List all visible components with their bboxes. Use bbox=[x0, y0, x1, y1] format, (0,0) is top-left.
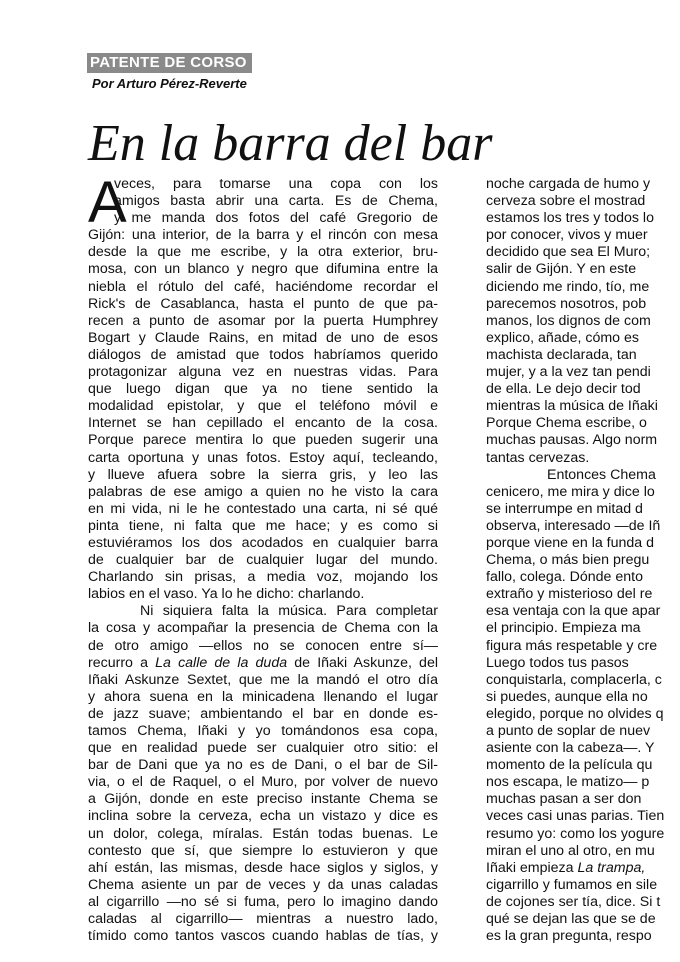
right-column-line: miran el uno al otro, en mu bbox=[486, 842, 655, 859]
left-column bbox=[88, 170, 438, 945]
right-column-line: se interrumpe en mitad d bbox=[486, 500, 643, 517]
right-column-line: qué se dejan las que se de bbox=[486, 911, 656, 928]
right-column-line: estamos los tres y todos lo bbox=[486, 210, 654, 227]
left-column-line: pinta tiene, ni falta que me hace; y es como si bbox=[88, 517, 438, 534]
left-column-line: Rick's de Casablanca, hasta el punto de que pa- bbox=[88, 295, 438, 312]
left-column-line: Chema asiente un par de veces y da unas caladas bbox=[88, 876, 438, 893]
right-column-line: explico, añade, cómo es bbox=[486, 329, 640, 346]
left-column-line: Internet se han cepillado el encanto de la cosa. bbox=[88, 415, 438, 432]
right-column-line: porque viene en la funda d bbox=[486, 534, 655, 551]
left-column-line: un dolor, colega, míralas. Están todas buenas. Le bbox=[88, 825, 438, 842]
right-column bbox=[486, 176, 680, 962]
right-column-line: Chema, o más bien pregu bbox=[486, 552, 650, 569]
left-column-line: protagonizar alguna vez en nuestras vidas. Para bbox=[88, 364, 438, 381]
right-column-line: noche cargada de humo y bbox=[486, 176, 651, 192]
left-column-line: recen a punto de asomar por la puerta Humphrey bbox=[88, 312, 438, 329]
left-column-line: al cigarrillo —no sé si fuma, pero lo imagino dando bbox=[88, 893, 438, 910]
right-column-line: muchas pasan a ser don bbox=[486, 791, 642, 808]
article-title: En la barra del bar bbox=[88, 115, 493, 172]
left-column-line: tamos Chema, Iñaki y yo tomándonos esa copa, bbox=[88, 723, 438, 739]
right-column-line: de ella. Le dejo decir tod bbox=[486, 381, 641, 398]
left-column-line: de cualquier bar de cualquier lugar del mundo. bbox=[88, 552, 438, 569]
right-column-line: por conocer, vivos y muer bbox=[486, 227, 648, 244]
right-column-line: cerveza sobre el mostrad bbox=[486, 193, 646, 210]
right-column-line: elegido, porque no olvides q bbox=[486, 705, 664, 722]
right-column-line: momento de la película qu bbox=[486, 757, 653, 774]
right-column-line: esa ventaja con la que apar bbox=[486, 603, 661, 620]
right-column-line: el principio. Empieza ma bbox=[486, 620, 641, 637]
right-column-line: de cojones ser tía, dice. Si t bbox=[486, 893, 661, 910]
left-column-line: que en realidad puede ser cualquier otro sitio: el bbox=[88, 740, 438, 757]
left-column-line: Iñaki Askunze Sextet, que me la mandó el otro día bbox=[88, 671, 438, 688]
left-column-line: en mi vida, ni le he contestado una carta, ni sé qué bbox=[88, 500, 438, 517]
left-column-line: y ahora suena en la minicadena llenando el lugar bbox=[88, 688, 438, 705]
left-column-line: la cosa y acompañar la presencia de Chema con la bbox=[88, 620, 438, 637]
right-column-line: figura más respetable y cre bbox=[486, 637, 658, 654]
right-column-line: cigarrillo y fumamos en sile bbox=[486, 876, 658, 893]
right-column-line: resumo yo: como los yogure bbox=[486, 825, 665, 842]
left-column-line: a Gijón, donde en este preciso instante Chema se bbox=[88, 791, 438, 808]
left-column-line: Gijón: una interior, de la barra y el rincón con mesa bbox=[88, 227, 438, 244]
left-column-line: via, o el de Raquel, o el Muro, por volver de nuevo bbox=[88, 774, 438, 791]
left-column-line: labios en el vaso. Ya lo he dicho: charlando. bbox=[88, 586, 365, 603]
right-column-line: machista declarada, tan bbox=[486, 346, 637, 363]
left-column-line: caladas al cigarrillo— mientras a nuestro lado, bbox=[88, 911, 438, 928]
left-column-line: Charlando sin prisas, a media voz, mojando los bbox=[88, 569, 438, 586]
right-column-line: diciendo me rindo, tío, me bbox=[486, 278, 650, 295]
left-column-line: tímido como tantos vascos cuando hablas de tías, y bbox=[88, 928, 438, 945]
right-column-line: parecemos nosotros, pob bbox=[486, 295, 647, 312]
left-column-line: carta oportuna y unas fotos. Estoy aquí, tecleando, bbox=[88, 449, 438, 466]
left-column-line: y llueve afuera sobre la sierra gris, y leo las bbox=[88, 466, 438, 483]
left-column-line: contesto que sí, que siempre lo estuvieron y que bbox=[88, 842, 438, 859]
right-column-line: conquistarla, complacerla, c bbox=[486, 671, 662, 688]
right-column-line: Porque Chema escribe, o bbox=[486, 415, 647, 432]
left-column-line: desde la que me escribe, y la otra exterior, bru- bbox=[88, 244, 438, 261]
right-column-line: fallo, colega. Dónde ento bbox=[486, 569, 643, 586]
right-column-line: salir de Gijón. Y en este bbox=[486, 261, 637, 278]
left-column-line: ahí están, las mismas, desde hace siglos y siglos, y bbox=[88, 859, 438, 876]
left-column-line: Bogart y Claude Rains, en mitad de uno de esos bbox=[88, 329, 438, 346]
left-column-line: recurro a La calle de la duda de Iñaki Askunze, del bbox=[88, 654, 438, 671]
right-column-line: Entonces Chema bbox=[547, 466, 656, 483]
left-column-line: diálogos de amistad que todos habríamos querido bbox=[88, 346, 438, 363]
left-column-line: estuviéramos los dos acodados en cualquier barra bbox=[88, 534, 438, 551]
right-column-line: si puedes, aunque ella no bbox=[486, 688, 648, 705]
right-column-line: cenicero, me mira y dice lo bbox=[486, 483, 655, 500]
right-column-line: asiente con la cabeza—. Y bbox=[486, 740, 655, 757]
left-column-line: modalidad epistolar, y que el teléfono móvil e bbox=[88, 398, 438, 415]
left-column-line: que luego digan que ya no tiene sentido la bbox=[88, 381, 438, 398]
right-column-line: manos, los dignos de com bbox=[486, 312, 651, 329]
left-column-line: y me manda dos fotos del café Gregorio de bbox=[114, 210, 438, 227]
right-column-line: muchas pausas. Algo norm bbox=[486, 432, 658, 449]
right-column-line: a punto de soplar de nuev bbox=[486, 723, 651, 739]
left-column-line: bar de Dani que ya no es de Dani, o el bar de Sil- bbox=[88, 757, 438, 774]
left-column-line: Ni siquiera falta la música. Para completar bbox=[140, 603, 438, 620]
left-column-line: mosa, con un blanco y negro que difumina entre la bbox=[88, 261, 438, 278]
left-column-line: amigos basta abrir una carta. Es de Chema, bbox=[114, 193, 438, 210]
section-label: PATENTE DE CORSO bbox=[87, 53, 252, 73]
left-column-line: palabras de ese amigo a quien no he visto la cara bbox=[88, 483, 438, 500]
left-column-line: de jazz suave; ambientando el bar en donde es- bbox=[88, 705, 438, 722]
right-column-line: mientras la música de Iñaki bbox=[486, 398, 658, 415]
byline: Por Arturo Pérez-Reverte bbox=[92, 76, 247, 91]
left-column-line: Porque parece mentira lo que pueden sugerir una bbox=[88, 432, 438, 449]
right-column-line: observa, interesado —de Iñ bbox=[486, 517, 661, 534]
left-column-line: veces, para tomarse una copa con los bbox=[114, 176, 438, 192]
right-column-line: veces casi unas parias. Tien bbox=[486, 808, 665, 825]
right-column-line: Iñaki empieza La trampa, bbox=[486, 859, 646, 876]
right-column-line: decidido que sea El Muro; bbox=[486, 244, 651, 261]
right-column-line: mujer, y a la vez tan pendi bbox=[486, 364, 651, 381]
right-column-line: extraño y misterioso del re bbox=[486, 586, 653, 603]
right-column-line: Luego todos tus pasos bbox=[486, 654, 629, 671]
left-column-line: inclina sobre la cerveza, echa un vistazo y dice es bbox=[88, 808, 438, 825]
left-column-line: niebla el rótulo del café, haciéndome recordar el bbox=[88, 278, 438, 295]
right-column-line: es la gran pregunta, respo bbox=[486, 928, 652, 945]
drop-cap: A bbox=[88, 170, 127, 235]
right-column-line: nos escapa, le matizo— p bbox=[486, 774, 650, 791]
left-column-line: de otro amigo —ellos no se conocen entre sí— bbox=[88, 637, 438, 654]
right-column-line: tantas cervezas. bbox=[486, 449, 590, 466]
